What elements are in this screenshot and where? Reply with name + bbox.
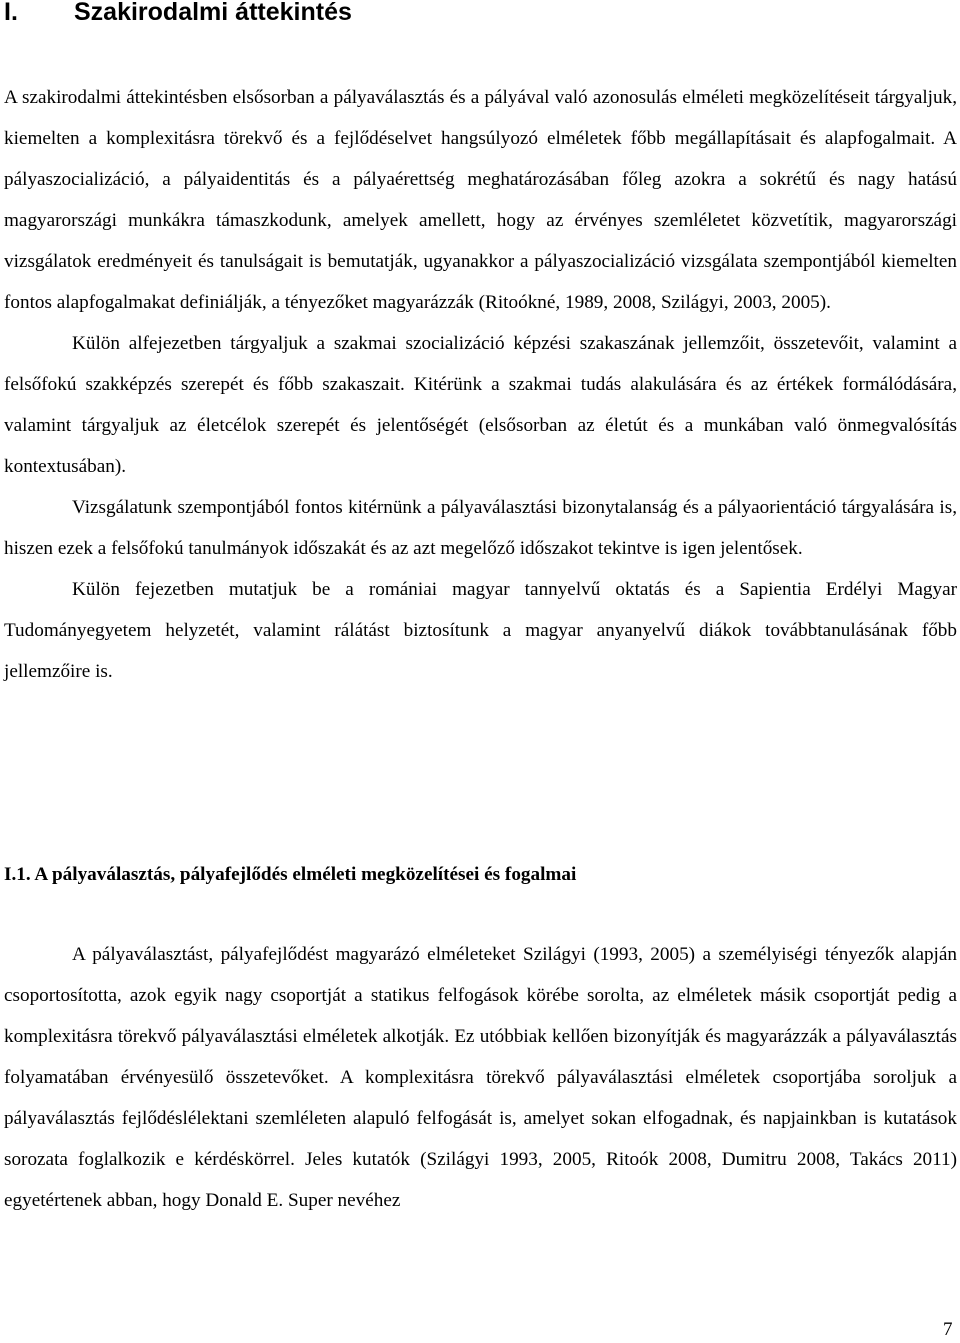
intro-paragraph-3: Vizsgálatunk szempontjából fontos kitérnünk a pályaválasztási bizonytalanság és a pályaorientáció tárgyalására is, hiszen ezek a felsőfokú tanulmányok időszakát és az azt megelőző időszakot tekintve is igen jelentősek.	[4, 497, 957, 559]
intro-paragraph-2: Külön alfejezetben tárgyaljuk a szakmai szocializáció képzési szakaszának jellemzőit, összetevőit, valamint a felsőfokú szakképzés szerepét és főbb szakaszait. Kitérünk a szakmai tudás alakulására és az értékek formálódására, valamint tárgyaljuk az életcélok szerepét és jelentőségét (elsősorban az életút és a munkában való önmegvalósítás kontextusában).	[4, 333, 957, 477]
intro-paragraph-4: Külön fejezetben mutatjuk be a romániai magyar tannyelvű oktatás és a Sapientia Erdélyi Magyar Tudományegyetem helyzetét, valamint rálátást biztosítunk a magyar anyanyelvű diákok továbbtanulásának főbb jellemzőire is.	[4, 579, 957, 682]
chapter-title	[4, 0, 352, 30]
chapter-title-text: Szakirodalmi áttekintés	[74, 0, 352, 26]
section-paragraph-1: A pályaválasztást, pályafejlődést magyarázó elméleteket Szilágyi (1993, 2005) a személyiségi tényezők alapján csoportosította, azok egyik nagy csoportját a statikus felfogások körébe sorolta, az elméletek másik csoportját pedig a komplexitásra törekvő pályaválasztási elméletek alkotják. Ez utóbbiak kellően bizonyítják és magyarázzák a pályaválasztás folyamatában érvényesülő összetevőket. A komplexitásra törekvő pályaválasztási elméletek csoportjába soroljuk a pályaválasztás fejlődéslélektani szemléleten alapuló felfogását is, amelyet sokan elfogadnak, és napjainkban is kutatások sorozata foglalkozik e kérdéskörrel. Jeles kutatók (Szilágyi 1993, 2005, Ritoók 2008, Dumitru 2008, Takács 2011) egyetértenek abban, hogy Donald E. Super nevéhez	[4, 944, 957, 1211]
section-heading: I.1. A pályaválasztás, pályafejlődés elméleti megközelítései és fogalmai	[4, 864, 577, 885]
intro-paragraph-1: A szakirodalmi áttekintésben elsősorban a pályaválasztás és a pályával való azonosulás elméleti megközelítéseit tárgyaljuk, kiemelten a komplexitásra törekvő és a fejlődéselvet hangsúlyozó elméletek főbb megállapításait és alapfogalmait. A pályaszocializáció, a pályaidentitás és a pályaérettség meghatározásában főleg azokra a sokrétű és nagy hatású magyarországi munkákra támaszkodunk, amelyek amellett, hogy az érvényes szemléletet közvetítik, magyarországi vizsgálatok eredményeit és tanulságait is bemutatják, ugyanakkor a pályaszocializáció vizsgálata szempontjából kiemelten fontos alapfogalmakat definiálják, a tényezőket magyarázzák (Ritoókné, 1989, 2008, Szilágyi, 2003, 2005).	[4, 87, 957, 313]
intro-section	[4, 77, 957, 692]
section-body	[4, 934, 957, 1221]
chapter-number: I.	[4, 0, 18, 26]
page-number: 7	[943, 1319, 953, 1340]
